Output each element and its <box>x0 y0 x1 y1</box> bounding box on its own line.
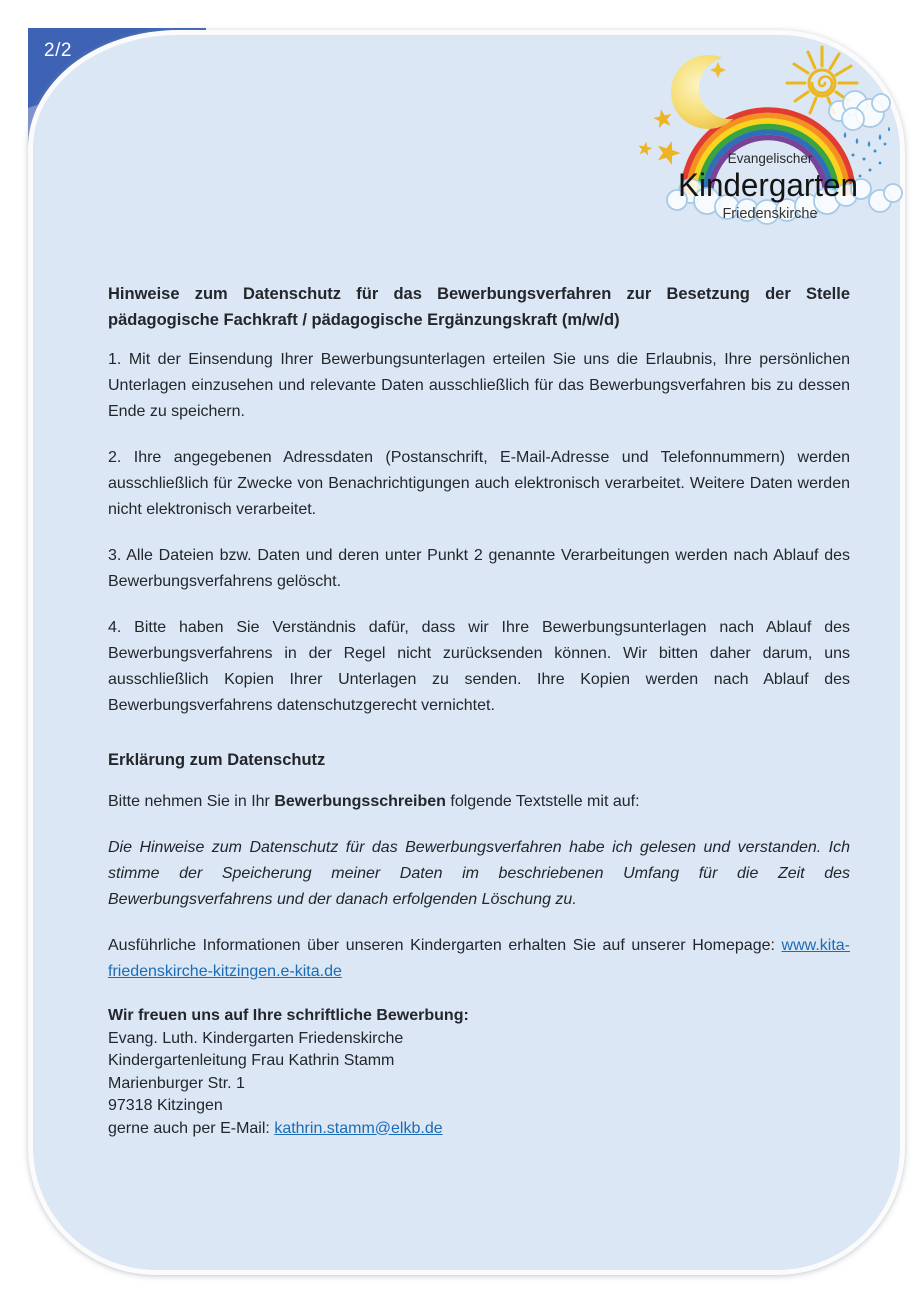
declaration-heading: Erklärung zum Datenschutz <box>108 751 326 769</box>
contact-line-leader: Kindergartenleitung Frau Kathrin Stamm <box>108 1052 395 1069</box>
homepage-text: Ausführliche Informationen über unseren Kindergarten erhalten Sie auf unserer Homepage: <box>108 937 782 954</box>
contact-heading: Wir freuen uns auf Ihre schriftliche Bewerbung: <box>108 1007 469 1024</box>
document-title: Hinweise zum Datenschutz für das Bewerbungsverfahren zur Besetzung der Stelle pädagogische Fachkraft / pädagogische Ergänzungskraft (m/w/d) <box>108 285 850 329</box>
contact-block <box>108 1005 850 1140</box>
declaration-statement: Die Hinweise zum Datenschutz für das Bewerbungsverfahren habe ich gelesen und verstanden. Ich stimme der Speicherung meiner Daten im beschriebenen Umfang für die Zeit des Bewerbungsverfahrens und der danach erfolgenden Löschung zu. <box>108 839 850 908</box>
page-number-indicator: 2/2 <box>44 40 72 61</box>
privacy-paragraph-3: 3. Alle Dateien bzw. Daten und deren unter Punkt 2 genannte Verarbeitungen werden nach Ablauf des Bewerbungsverfahrens gelöscht. <box>108 547 850 590</box>
document-body <box>33 35 900 1140</box>
declaration-intro-post: folgende Textstelle mit auf: <box>445 793 640 810</box>
email-link[interactable]: kathrin.stamm@elkb.de <box>274 1119 443 1137</box>
privacy-paragraph-4: 4. Bitte haben Sie Verständnis dafür, dass wir Ihre Bewerbungsunterlagen nach Ablauf des Bewerbungsverfahrens in der Regel nicht zurücksenden können. Wir bitten daher darum, uns ausschließlich Kopien Ihrer Unterlagen zu senden. Ihre Kopien werden nach Ablauf des Bewerbungsverfahrens datenschutzgerecht vernichtet. <box>108 619 850 714</box>
contact-email-line <box>108 1118 850 1141</box>
contact-line-organization: Evang. Luth. Kindergarten Friedenskirche <box>108 1029 404 1047</box>
declaration-intro-bold: Bewerbungsschreiben <box>274 793 446 810</box>
email-label: gerne auch per E-Mail: <box>108 1119 275 1137</box>
contact-line-street: Marienburger Str. 1 <box>108 1074 245 1092</box>
privacy-paragraph-1: 1. Mit der Einsendung Ihrer Bewerbungsunterlagen erteilen Sie uns die Erlaubnis, Ihre persönlichen Unterlagen einzusehen und relevante Daten ausschließlich für das Bewerbungsverfahren bis zu dessen Ende zu speichern. <box>108 351 850 420</box>
logo-line-friedenskirche: Friedenskirche <box>722 206 818 222</box>
privacy-paragraph-2: 2. Ihre angegebenen Adressdaten (Postanschrift, E-Mail-Adresse und Telefonnummern) werden ausschließlich für Zwecke von Benachrichtigungen auch elektronisch verarbeitet. Weitere Daten werden nicht elektronisch verarbeitet. <box>108 449 850 518</box>
declaration-intro <box>108 789 850 815</box>
logo-line-evangelischer: Evangelischer <box>727 151 813 166</box>
logo-line-kindergarten: Kindergarten <box>678 167 858 203</box>
contact-line-city: 97318 Kitzingen <box>108 1097 223 1114</box>
declaration-intro-pre: Bitte nehmen Sie in Ihr <box>108 793 275 810</box>
homepage-paragraph <box>108 933 850 985</box>
content-card <box>28 30 905 1275</box>
homepage-link[interactable]: www.kita-friedenskirche-kitzingen.e-kita.de <box>108 937 850 980</box>
